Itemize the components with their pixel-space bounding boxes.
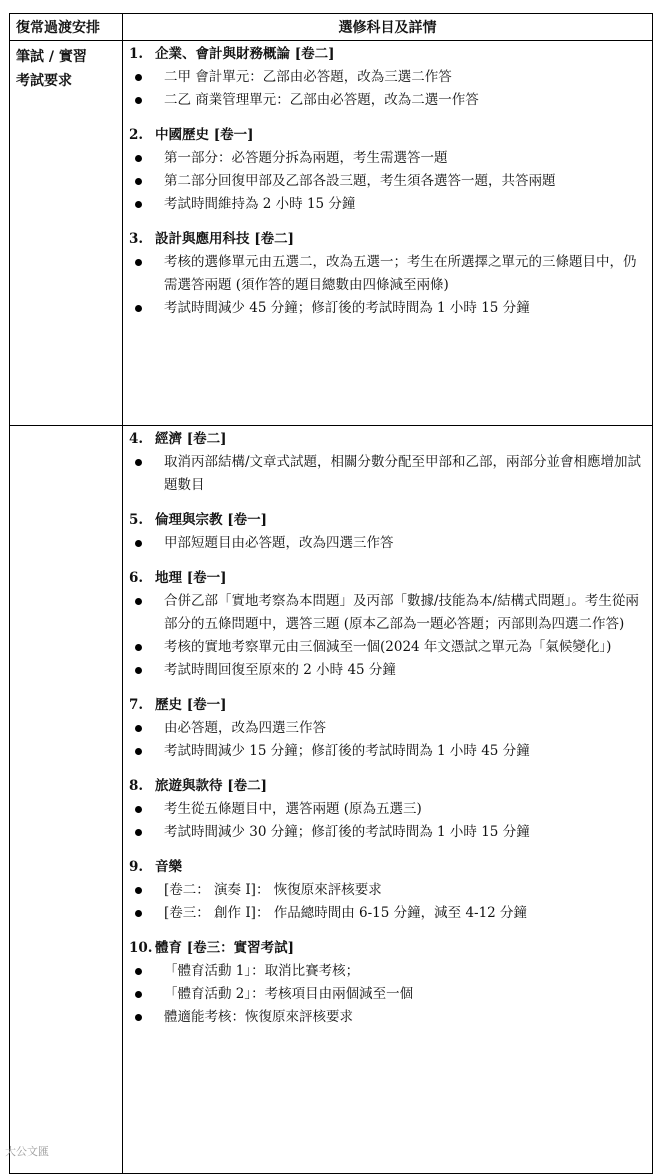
table-row — [10, 426, 653, 1174]
bullet-icon — [129, 659, 164, 682]
subject-title — [129, 775, 646, 798]
subject-name: 旅遊與款待 [卷二] — [155, 778, 267, 794]
subject-name: 經濟 [卷二] — [155, 431, 227, 447]
detail-text: 二乙 商業管理單元：乙部由必答題，改為二選一作答 — [164, 92, 479, 108]
detail-text: 由必答題，改為四選三作答 — [164, 720, 326, 736]
subject-name: 中國歷史 [卷一] — [155, 127, 254, 143]
subject-number: 2. — [129, 127, 144, 143]
bullet-icon — [129, 297, 164, 320]
subject-block — [129, 428, 646, 497]
list-item — [129, 983, 646, 1006]
detail-list — [129, 960, 646, 1029]
header-arrangement: 復常過渡安排 — [10, 14, 123, 41]
detail-list — [129, 879, 646, 925]
subject-title — [129, 509, 646, 532]
list-item — [129, 960, 646, 983]
detail-list — [129, 717, 646, 763]
detail-text: 「體育活動 1」：取消比賽考核； — [164, 963, 360, 979]
list-item — [129, 251, 646, 297]
subject-block — [129, 228, 646, 320]
list-item — [129, 193, 646, 216]
subject-title — [129, 937, 646, 960]
subject-block — [129, 775, 646, 844]
detail-list — [129, 147, 646, 216]
detail-text: 考試時間維持為 2 小時 15 分鐘 — [164, 196, 356, 212]
bullet-icon — [129, 532, 164, 555]
detail-text: 考試時間回復至原來的 2 小時 45 分鐘 — [164, 662, 396, 678]
subject-number: 4. — [129, 431, 144, 447]
subject-number: 9. — [129, 859, 144, 875]
detail-text: 二甲 會計單元：乙部由必答題，改為三選二作答 — [164, 69, 452, 85]
subject-title — [129, 228, 646, 251]
bullet-icon — [129, 89, 164, 112]
bullet-icon — [129, 821, 164, 844]
list-item — [129, 532, 646, 555]
bullet-icon — [129, 66, 164, 89]
subject-name: 地理 [卷一] — [155, 570, 227, 586]
subject-number: 3. — [129, 231, 144, 247]
list-item — [129, 636, 646, 659]
subject-number: 7. — [129, 697, 144, 713]
header-subjects: 選修科目及詳情 — [123, 14, 653, 41]
list-item — [129, 170, 646, 193]
bullet-icon — [129, 147, 164, 170]
list-item — [129, 798, 646, 821]
detail-text: 體適能考核：恢復原來評核要求 — [164, 1009, 353, 1025]
subject-block — [129, 567, 646, 682]
detail-text: [卷二： 演奏 I]： 恢復原來評核要求 — [164, 882, 382, 898]
table-row — [10, 41, 653, 426]
subject-number: 1. — [129, 46, 144, 62]
list-item — [129, 717, 646, 740]
subjects-cell-2 — [123, 426, 653, 1174]
detail-text: 考試時間減少 45 分鐘；修訂後的考試時間為 1 小時 15 分鐘 — [164, 300, 530, 316]
subject-block — [129, 856, 646, 925]
bullet-icon — [129, 451, 164, 497]
list-item — [129, 1006, 646, 1029]
subject-name: 音樂 — [155, 859, 182, 875]
list-item — [129, 89, 646, 112]
bullet-icon — [129, 717, 164, 740]
subject-block — [129, 43, 646, 112]
subject-name: 體育 [卷三：實習考試] — [155, 940, 294, 956]
detail-list — [129, 251, 646, 320]
arrangement-text: 筆試 / 實習考試要求 — [16, 49, 87, 89]
list-item — [129, 590, 646, 636]
detail-list — [129, 590, 646, 682]
subject-name: 設計與應用科技 [卷二] — [155, 231, 294, 247]
subject-block — [129, 124, 646, 216]
detail-text: 考核的選修單元由五選二，改為五選一；考生在所選擇之單元的三條題目中，仍需選答兩題 (須作答的題目總數由四條減至兩條) — [164, 254, 637, 293]
detail-text: 考生從五條題目中，選答兩題 (原為五選三) — [164, 801, 422, 817]
detail-text: 合併乙部「實地考察為本問題」及丙部「數據/技能為本/結構式問題」。考生從兩部分的五條問題中，選答三題 (原本乙部為一題必答題；丙部則為四選二作答) — [164, 593, 639, 632]
bullet-icon — [129, 740, 164, 763]
subject-block — [129, 509, 646, 555]
detail-text: 考試時間減少 15 分鐘；修訂後的考試時間為 1 小時 45 分鐘 — [164, 743, 530, 759]
detail-list — [129, 66, 646, 112]
bullet-icon — [129, 590, 164, 636]
detail-text: 第二部分回復甲部及乙部各設三題，考生須各選答一題，共答兩題 — [164, 173, 556, 189]
arrangement-cell — [10, 41, 123, 426]
subject-number: 8. — [129, 778, 144, 794]
subject-number: 6. — [129, 570, 144, 586]
list-item — [129, 659, 646, 682]
subject-name: 倫理與宗教 [卷一] — [155, 512, 267, 528]
detail-text: 取消丙部結構/文章式試題，相關分數分配至甲部和乙部，兩部分並會相應增加試題數目 — [164, 454, 642, 493]
subject-block — [129, 937, 646, 1029]
subject-number: 5. — [129, 512, 144, 528]
subject-title — [129, 124, 646, 147]
list-item — [129, 740, 646, 763]
subject-name: 歷史 [卷一] — [155, 697, 227, 713]
detail-text: 第一部分：必答題分拆為兩題，考生需選答一題 — [164, 150, 448, 166]
bullet-icon — [129, 193, 164, 216]
subjects-cell-1 — [123, 41, 653, 426]
watermark-logo: 大公文匯 — [5, 1145, 49, 1158]
detail-text: 甲部短題目由必答題，改為四選三作答 — [164, 535, 394, 551]
subject-title — [129, 856, 646, 879]
bullet-icon — [129, 960, 164, 983]
list-item — [129, 879, 646, 902]
subject-title — [129, 428, 646, 451]
subject-title — [129, 567, 646, 590]
subject-name: 企業、會計與財務概論 [卷二] — [155, 46, 335, 62]
list-item — [129, 902, 646, 925]
subject-number: 10. — [129, 940, 153, 956]
detail-text: 「體育活動 2」：考核項目由兩個減至一個 — [164, 986, 414, 1002]
detail-text: 考核的實地考察單元由三個減至一個(2024 年文憑試之單元為「氣候變化」) — [164, 639, 612, 655]
bullet-icon — [129, 1006, 164, 1029]
bullet-icon — [129, 983, 164, 1006]
bullet-icon — [129, 251, 164, 297]
detail-list — [129, 532, 646, 555]
list-item — [129, 297, 646, 320]
detail-list — [129, 798, 646, 844]
subject-title — [129, 694, 646, 717]
bullet-icon — [129, 798, 164, 821]
detail-list — [129, 451, 646, 497]
bullet-icon — [129, 879, 164, 902]
subjects-table — [9, 13, 653, 1174]
subject-title — [129, 43, 646, 66]
detail-text: [卷三： 創作 I]： 作品總時間由 6-15 分鐘，減至 4-12 分鐘 — [164, 905, 528, 921]
bullet-icon — [129, 170, 164, 193]
subject-block — [129, 694, 646, 763]
list-item — [129, 451, 646, 497]
list-item — [129, 66, 646, 89]
list-item — [129, 147, 646, 170]
bullet-icon — [129, 902, 164, 925]
bullet-icon — [129, 636, 164, 659]
detail-text: 考試時間減少 30 分鐘；修訂後的考試時間為 1 小時 15 分鐘 — [164, 824, 530, 840]
table-header-row — [10, 14, 653, 41]
arrangement-cell-empty — [10, 426, 123, 1174]
list-item — [129, 821, 646, 844]
